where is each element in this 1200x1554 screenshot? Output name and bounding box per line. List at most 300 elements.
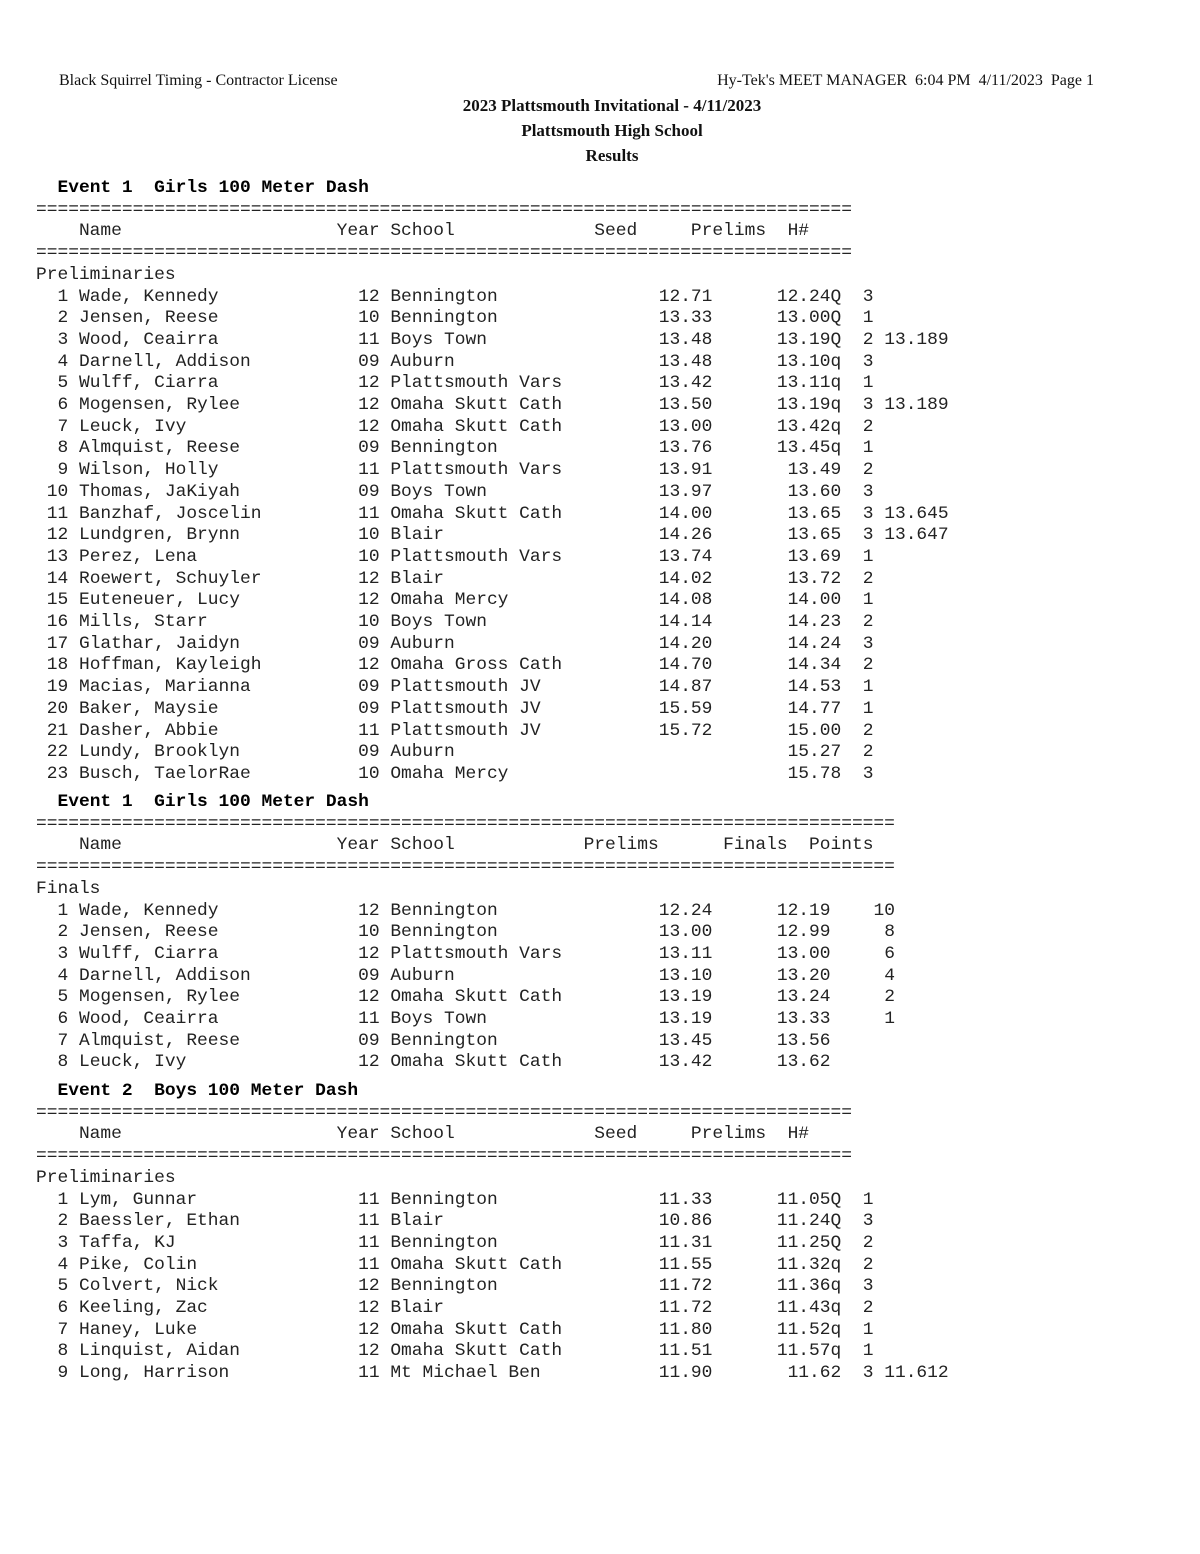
prelim-time: 13.19q (712, 395, 842, 416)
prelim-time: 11.05Q (712, 1189, 842, 1210)
header-col-c: Points (787, 835, 874, 856)
heat-number: 2 (841, 568, 874, 589)
year: 12 (358, 1341, 391, 1362)
place: 12 (36, 525, 79, 546)
place: 4 (36, 1254, 79, 1275)
school: Plattsmouth Vars (390, 943, 606, 964)
result-row (36, 395, 949, 415)
athlete-name: Lundgren, Brynn (78, 525, 359, 546)
prelim-time: 13.45q (712, 438, 842, 459)
seed-time: 13.33 (605, 308, 713, 329)
athlete-name: Wade, Kennedy (78, 900, 359, 921)
points: 10 (830, 900, 895, 921)
final-time: 13.24 (712, 987, 831, 1008)
seed-time: 15.59 (605, 698, 713, 719)
result-row (36, 987, 895, 1007)
seed-time: 11.72 (605, 1276, 713, 1297)
school: Auburn (390, 965, 606, 986)
header-col-b: Finals (658, 835, 788, 856)
school: Blair (390, 525, 606, 546)
heat-number: 2 (841, 742, 874, 763)
points: 4 (830, 965, 895, 986)
heat-number: 3 (841, 351, 874, 372)
prelim-time: 13.60 (712, 481, 842, 502)
final-time: 12.99 (712, 922, 831, 943)
place: 3 (36, 943, 79, 964)
year: 11 (358, 1254, 391, 1275)
school: Boys Town (390, 1009, 606, 1030)
year: 12 (358, 286, 391, 307)
year: 12 (358, 655, 391, 676)
place: 10 (36, 481, 79, 502)
athlete-name: Lym, Gunnar (78, 1189, 359, 1210)
school: Bennington (390, 308, 606, 329)
school: Omaha Mercy (390, 763, 606, 784)
athlete-name: Wood, Ceairra (78, 329, 359, 350)
heat-number: 1 (841, 373, 874, 394)
school: Plattsmouth Vars (390, 460, 606, 481)
tiebreak-time: 13.189 (873, 329, 949, 350)
result-row (36, 525, 949, 545)
heat-number: 1 (841, 1341, 874, 1362)
header-school: School (390, 1124, 563, 1145)
prelim-time: 11.52q (712, 1319, 842, 1340)
place: 2 (36, 922, 79, 943)
prelim-time: 14.00 (712, 590, 842, 611)
prelim-time: 11.62 (712, 1363, 842, 1384)
tiebreak-time: 13.189 (873, 395, 949, 416)
athlete-name: Macias, Marianna (78, 677, 359, 698)
year: 12 (358, 568, 391, 589)
prelim-time: 14.53 (712, 677, 842, 698)
result-row (36, 1190, 873, 1210)
athlete-name: Darnell, Addison (78, 351, 359, 372)
result-row (36, 699, 873, 719)
year: 12 (358, 943, 391, 964)
seed-time: 13.76 (605, 438, 713, 459)
year: 09 (358, 1030, 391, 1051)
prelim-time: 14.24 (712, 633, 842, 654)
school: Plattsmouth JV (390, 720, 606, 741)
results-title: Results (585, 146, 639, 165)
heat-number: 1 (841, 677, 874, 698)
school: Bennington (390, 438, 606, 459)
seed-time: 13.00 (605, 416, 713, 437)
athlete-name: Hoffman, Kayleigh (78, 655, 359, 676)
school: Boys Town (390, 481, 606, 502)
year: 12 (358, 1319, 391, 1340)
seed-time: 13.48 (605, 329, 713, 350)
result-row (36, 966, 895, 986)
result-row (36, 922, 895, 942)
school: Boys Town (390, 329, 606, 350)
seed-time: 13.97 (605, 481, 713, 502)
school: Omaha Skutt Cath (390, 987, 606, 1008)
school: Omaha Skutt Cath (390, 1319, 606, 1340)
place: 1 (36, 900, 79, 921)
seed-time: 11.90 (605, 1363, 713, 1384)
year: 11 (358, 1232, 391, 1253)
place: 3 (36, 329, 79, 350)
prelim-time: 13.19 (605, 1009, 713, 1030)
final-time: 13.00 (712, 943, 831, 964)
year: 11 (358, 1211, 391, 1232)
year: 12 (358, 590, 391, 611)
meet-manager-header: Hy-Tek's MEET MANAGER 6:04 PM 4/11/2023 Page 1 (717, 72, 1094, 89)
separator-line: ============================================================================ (36, 199, 852, 220)
heat-number: 2 (841, 655, 874, 676)
year: 11 (358, 1189, 391, 1210)
result-row (36, 287, 873, 307)
place: 8 (36, 1052, 79, 1073)
result-row (36, 1298, 873, 1318)
school: Omaha Mercy (390, 590, 606, 611)
seed-time: 14.20 (605, 633, 713, 654)
place: 6 (36, 1298, 79, 1319)
place: 7 (36, 1030, 79, 1051)
seed-time: 12.71 (605, 286, 713, 307)
header-col-a: Seed (562, 221, 638, 242)
header-school: School (390, 835, 563, 856)
prelim-time: 13.11q (712, 373, 842, 394)
place: 5 (36, 987, 79, 1008)
athlete-name: Thomas, JaKiyah (78, 481, 359, 502)
place: 14 (36, 568, 79, 589)
prelim-time: 14.77 (712, 698, 842, 719)
athlete-name: Euteneuer, Lucy (78, 590, 359, 611)
athlete-name: Leuck, Ivy (78, 1052, 359, 1073)
seed-time: 11.55 (605, 1254, 713, 1275)
prelim-time: 13.00Q (712, 308, 842, 329)
header-year: Year (336, 221, 391, 242)
place: 8 (36, 1341, 79, 1362)
place: 20 (36, 698, 79, 719)
result-row (36, 721, 873, 741)
heat-number: 1 (841, 546, 874, 567)
result-row (36, 330, 949, 350)
school: Plattsmouth JV (390, 698, 606, 719)
prelim-time: 15.27 (712, 742, 842, 763)
final-time: 13.56 (712, 1030, 831, 1051)
school: Plattsmouth Vars (390, 546, 606, 567)
result-row (36, 308, 873, 328)
heat-number: 1 (841, 590, 874, 611)
seed-time: 13.91 (605, 460, 713, 481)
year: 09 (358, 633, 391, 654)
seed-time: 14.87 (605, 677, 713, 698)
result-row (36, 655, 873, 675)
athlete-name: Almquist, Reese (78, 1030, 359, 1051)
result-row (36, 1276, 873, 1296)
heat-number: 3 (841, 395, 874, 416)
points (831, 1031, 895, 1051)
heat-number: 3 (841, 525, 874, 546)
place: 19 (36, 677, 79, 698)
place: 7 (36, 1319, 79, 1340)
seed-time: 11.51 (605, 1341, 713, 1362)
heat-number: 1 (841, 1319, 874, 1340)
header-col-b: Prelims (637, 1124, 767, 1145)
prelim-time: 13.45 (605, 1030, 713, 1051)
seed-time: 11.80 (605, 1319, 713, 1340)
place: 22 (36, 742, 79, 763)
place: 9 (36, 460, 79, 481)
prelim-time: 11.36q (712, 1276, 842, 1297)
school: Auburn (390, 742, 606, 763)
place: 4 (36, 965, 79, 986)
place: 17 (36, 633, 79, 654)
seed-time: 14.00 (605, 503, 713, 524)
heat-number: 2 (841, 329, 874, 350)
seed-time: 14.08 (605, 590, 713, 611)
school: Bennington (390, 922, 606, 943)
athlete-name: Glathar, Jaidyn (78, 633, 359, 654)
separator-line: ================================================================================ (36, 857, 895, 878)
place: 21 (36, 720, 79, 741)
heat-number: 2 (841, 1298, 874, 1319)
year: 09 (358, 438, 391, 459)
year: 10 (358, 525, 391, 546)
athlete-name: Perez, Lena (78, 546, 359, 567)
result-row (36, 1255, 873, 1275)
place: 9 (36, 1363, 79, 1384)
header-name: Name (36, 835, 337, 856)
year: 12 (358, 373, 391, 394)
prelim-time: 11.32q (712, 1254, 842, 1275)
year: 09 (358, 742, 391, 763)
athlete-name: Mills, Starr (78, 612, 359, 633)
points: 2 (830, 987, 895, 1008)
athlete-name: Wade, Kennedy (78, 286, 359, 307)
year: 10 (358, 612, 391, 633)
athlete-name: Leuck, Ivy (78, 416, 359, 437)
athlete-name: Mogensen, Rylee (78, 987, 359, 1008)
seed-time: 14.70 (605, 655, 713, 676)
place: 2 (36, 308, 79, 329)
license-header: Black Squirrel Timing - Contractor License (59, 72, 338, 89)
seed-time (605, 764, 712, 784)
school: Plattsmouth Vars (390, 373, 606, 394)
prelim-time: 11.43q (712, 1298, 842, 1319)
year: 10 (358, 546, 391, 567)
athlete-name: Wilson, Holly (78, 460, 359, 481)
tiebreak-time: 13.647 (873, 525, 949, 546)
final-time: 13.20 (712, 965, 831, 986)
heat-number: 3 (841, 763, 874, 784)
result-row (36, 612, 873, 632)
result-row (36, 677, 873, 697)
event-title: Event 1 Girls 100 Meter Dash (57, 178, 369, 198)
heat-number: 1 (841, 308, 874, 329)
result-row (36, 1052, 895, 1072)
header-col-a: Prelims (562, 835, 659, 856)
final-time: 12.19 (712, 900, 831, 921)
athlete-name: Haney, Luke (78, 1319, 359, 1340)
heat-number: 3 (841, 1211, 874, 1232)
section-label: Preliminaries (36, 264, 176, 285)
seed-time: 11.72 (605, 1298, 713, 1319)
athlete-name: Darnell, Addison (78, 965, 359, 986)
heat-number: 2 (841, 1232, 874, 1253)
heat-number: 2 (841, 460, 874, 481)
event-block (36, 792, 895, 1074)
prelim-time: 13.10 (605, 965, 713, 986)
result-row (36, 352, 873, 372)
heat-number: 2 (841, 720, 874, 741)
school: Auburn (390, 633, 606, 654)
place: 5 (36, 373, 79, 394)
result-row (36, 764, 873, 784)
athlete-name: Roewert, Schuyler (78, 568, 359, 589)
seed-time: 14.14 (605, 612, 713, 633)
athlete-name: Lundy, Brooklyn (78, 742, 359, 763)
heat-number: 3 (841, 286, 874, 307)
header-col-c: H# (766, 221, 810, 242)
school: Blair (390, 1298, 606, 1319)
header-name: Name (36, 1124, 337, 1145)
seed-time: 14.26 (605, 525, 713, 546)
prelim-time: 13.49 (712, 460, 842, 481)
result-row (36, 417, 873, 437)
year: 09 (358, 481, 391, 502)
athlete-name: Dasher, Abbie (78, 720, 359, 741)
seed-time: 11.31 (605, 1232, 713, 1253)
heat-number: 1 (841, 1189, 874, 1210)
place: 15 (36, 590, 79, 611)
year: 11 (358, 1009, 391, 1030)
place: 3 (36, 1232, 79, 1253)
prelim-time: 13.19Q (712, 329, 842, 350)
points: 8 (830, 922, 895, 943)
seed-time: 13.42 (605, 373, 713, 394)
prelim-time: 13.10q (712, 351, 842, 372)
heat-number: 2 (841, 1254, 874, 1275)
place: 1 (36, 1189, 79, 1210)
school: Boys Town (390, 612, 606, 633)
prelim-time: 13.72 (712, 568, 842, 589)
section-label: Preliminaries (36, 1167, 176, 1188)
school: Blair (390, 1211, 606, 1232)
athlete-name: Colvert, Nick (78, 1276, 359, 1297)
separator-line: ================================================================================ (36, 813, 895, 834)
place: 13 (36, 546, 79, 567)
year: 10 (358, 922, 391, 943)
heat-number: 2 (841, 612, 874, 633)
result-row (36, 1233, 873, 1253)
school: Omaha Skutt Cath (390, 1254, 606, 1275)
school: Omaha Skutt Cath (390, 1341, 606, 1362)
year: 09 (358, 965, 391, 986)
year: 11 (358, 503, 391, 524)
athlete-name: Wulff, Ciarra (78, 943, 359, 964)
year: 11 (358, 720, 391, 741)
place: 2 (36, 1211, 79, 1232)
athlete-name: Jensen, Reese (78, 922, 359, 943)
heat-number: 3 (841, 503, 874, 524)
place: 4 (36, 351, 79, 372)
heat-number: 1 (841, 438, 874, 459)
result-row (36, 742, 873, 762)
prelim-time: 12.24 (605, 900, 713, 921)
prelim-time: 13.69 (712, 546, 842, 567)
result-row (36, 901, 895, 921)
seed-time (605, 742, 712, 762)
result-row (36, 504, 949, 524)
prelim-time: 13.65 (712, 503, 842, 524)
athlete-name: Linquist, Aidan (78, 1341, 359, 1362)
seed-time: 10.86 (605, 1211, 713, 1232)
place: 23 (36, 763, 79, 784)
athlete-name: Baessler, Ethan (78, 1211, 359, 1232)
heat-number: 3 (841, 481, 874, 502)
athlete-name: Mogensen, Rylee (78, 395, 359, 416)
prelim-time: 13.42 (605, 1052, 713, 1073)
result-row (36, 634, 873, 654)
event-title: Event 1 Girls 100 Meter Dash (57, 792, 369, 812)
school: Bennington (390, 1232, 606, 1253)
year: 11 (358, 1363, 391, 1384)
school: Omaha Skutt Cath (390, 395, 606, 416)
school: Omaha Skutt Cath (390, 1052, 606, 1073)
athlete-name: Busch, TaelorRae (78, 763, 359, 784)
place: 18 (36, 655, 79, 676)
prelim-time: 13.19 (605, 987, 713, 1008)
prelim-time: 11.25Q (712, 1232, 842, 1253)
seed-time: 11.33 (605, 1189, 713, 1210)
school: Bennington (390, 286, 606, 307)
prelim-time: 15.78 (712, 763, 842, 784)
school: Bennington (390, 1030, 606, 1051)
place: 1 (36, 286, 79, 307)
athlete-name: Almquist, Reese (78, 438, 359, 459)
athlete-name: Jensen, Reese (78, 308, 359, 329)
event-title: Event 2 Boys 100 Meter Dash (57, 1081, 359, 1101)
header-col-a: Seed (562, 1124, 638, 1145)
athlete-name: Wulff, Ciarra (78, 373, 359, 394)
separator-line: ============================================================================ (36, 243, 852, 264)
athlete-name: Wood, Ceairra (78, 1009, 359, 1030)
prelim-time: 13.42q (712, 416, 842, 437)
seed-time: 14.02 (605, 568, 713, 589)
school: Bennington (390, 1189, 606, 1210)
school: Omaha Skutt Cath (390, 503, 606, 524)
year: 12 (358, 416, 391, 437)
result-row (36, 944, 895, 964)
place: 8 (36, 438, 79, 459)
prelim-time: 15.00 (712, 720, 842, 741)
school: Mt Michael Ben (390, 1363, 606, 1384)
seed-time: 13.74 (605, 546, 713, 567)
header-col-b: Prelims (637, 221, 767, 242)
seed-time: 15.72 (605, 720, 713, 741)
year: 09 (358, 351, 391, 372)
heat-number: 3 (841, 633, 874, 654)
school: Bennington (390, 900, 606, 921)
points (831, 1052, 895, 1072)
place: 11 (36, 503, 79, 524)
result-row (36, 460, 873, 480)
prelim-time: 13.65 (712, 525, 842, 546)
header-year: Year (336, 1124, 391, 1145)
year: 12 (358, 395, 391, 416)
place: 6 (36, 395, 79, 416)
venue-title: Plattsmouth High School (521, 121, 703, 140)
header-school: School (390, 221, 563, 242)
result-row (36, 1363, 949, 1383)
result-row (36, 1031, 895, 1051)
header-name: Name (36, 221, 337, 242)
meet-title: 2023 Plattsmouth Invitational - 4/11/2023 (462, 96, 762, 115)
